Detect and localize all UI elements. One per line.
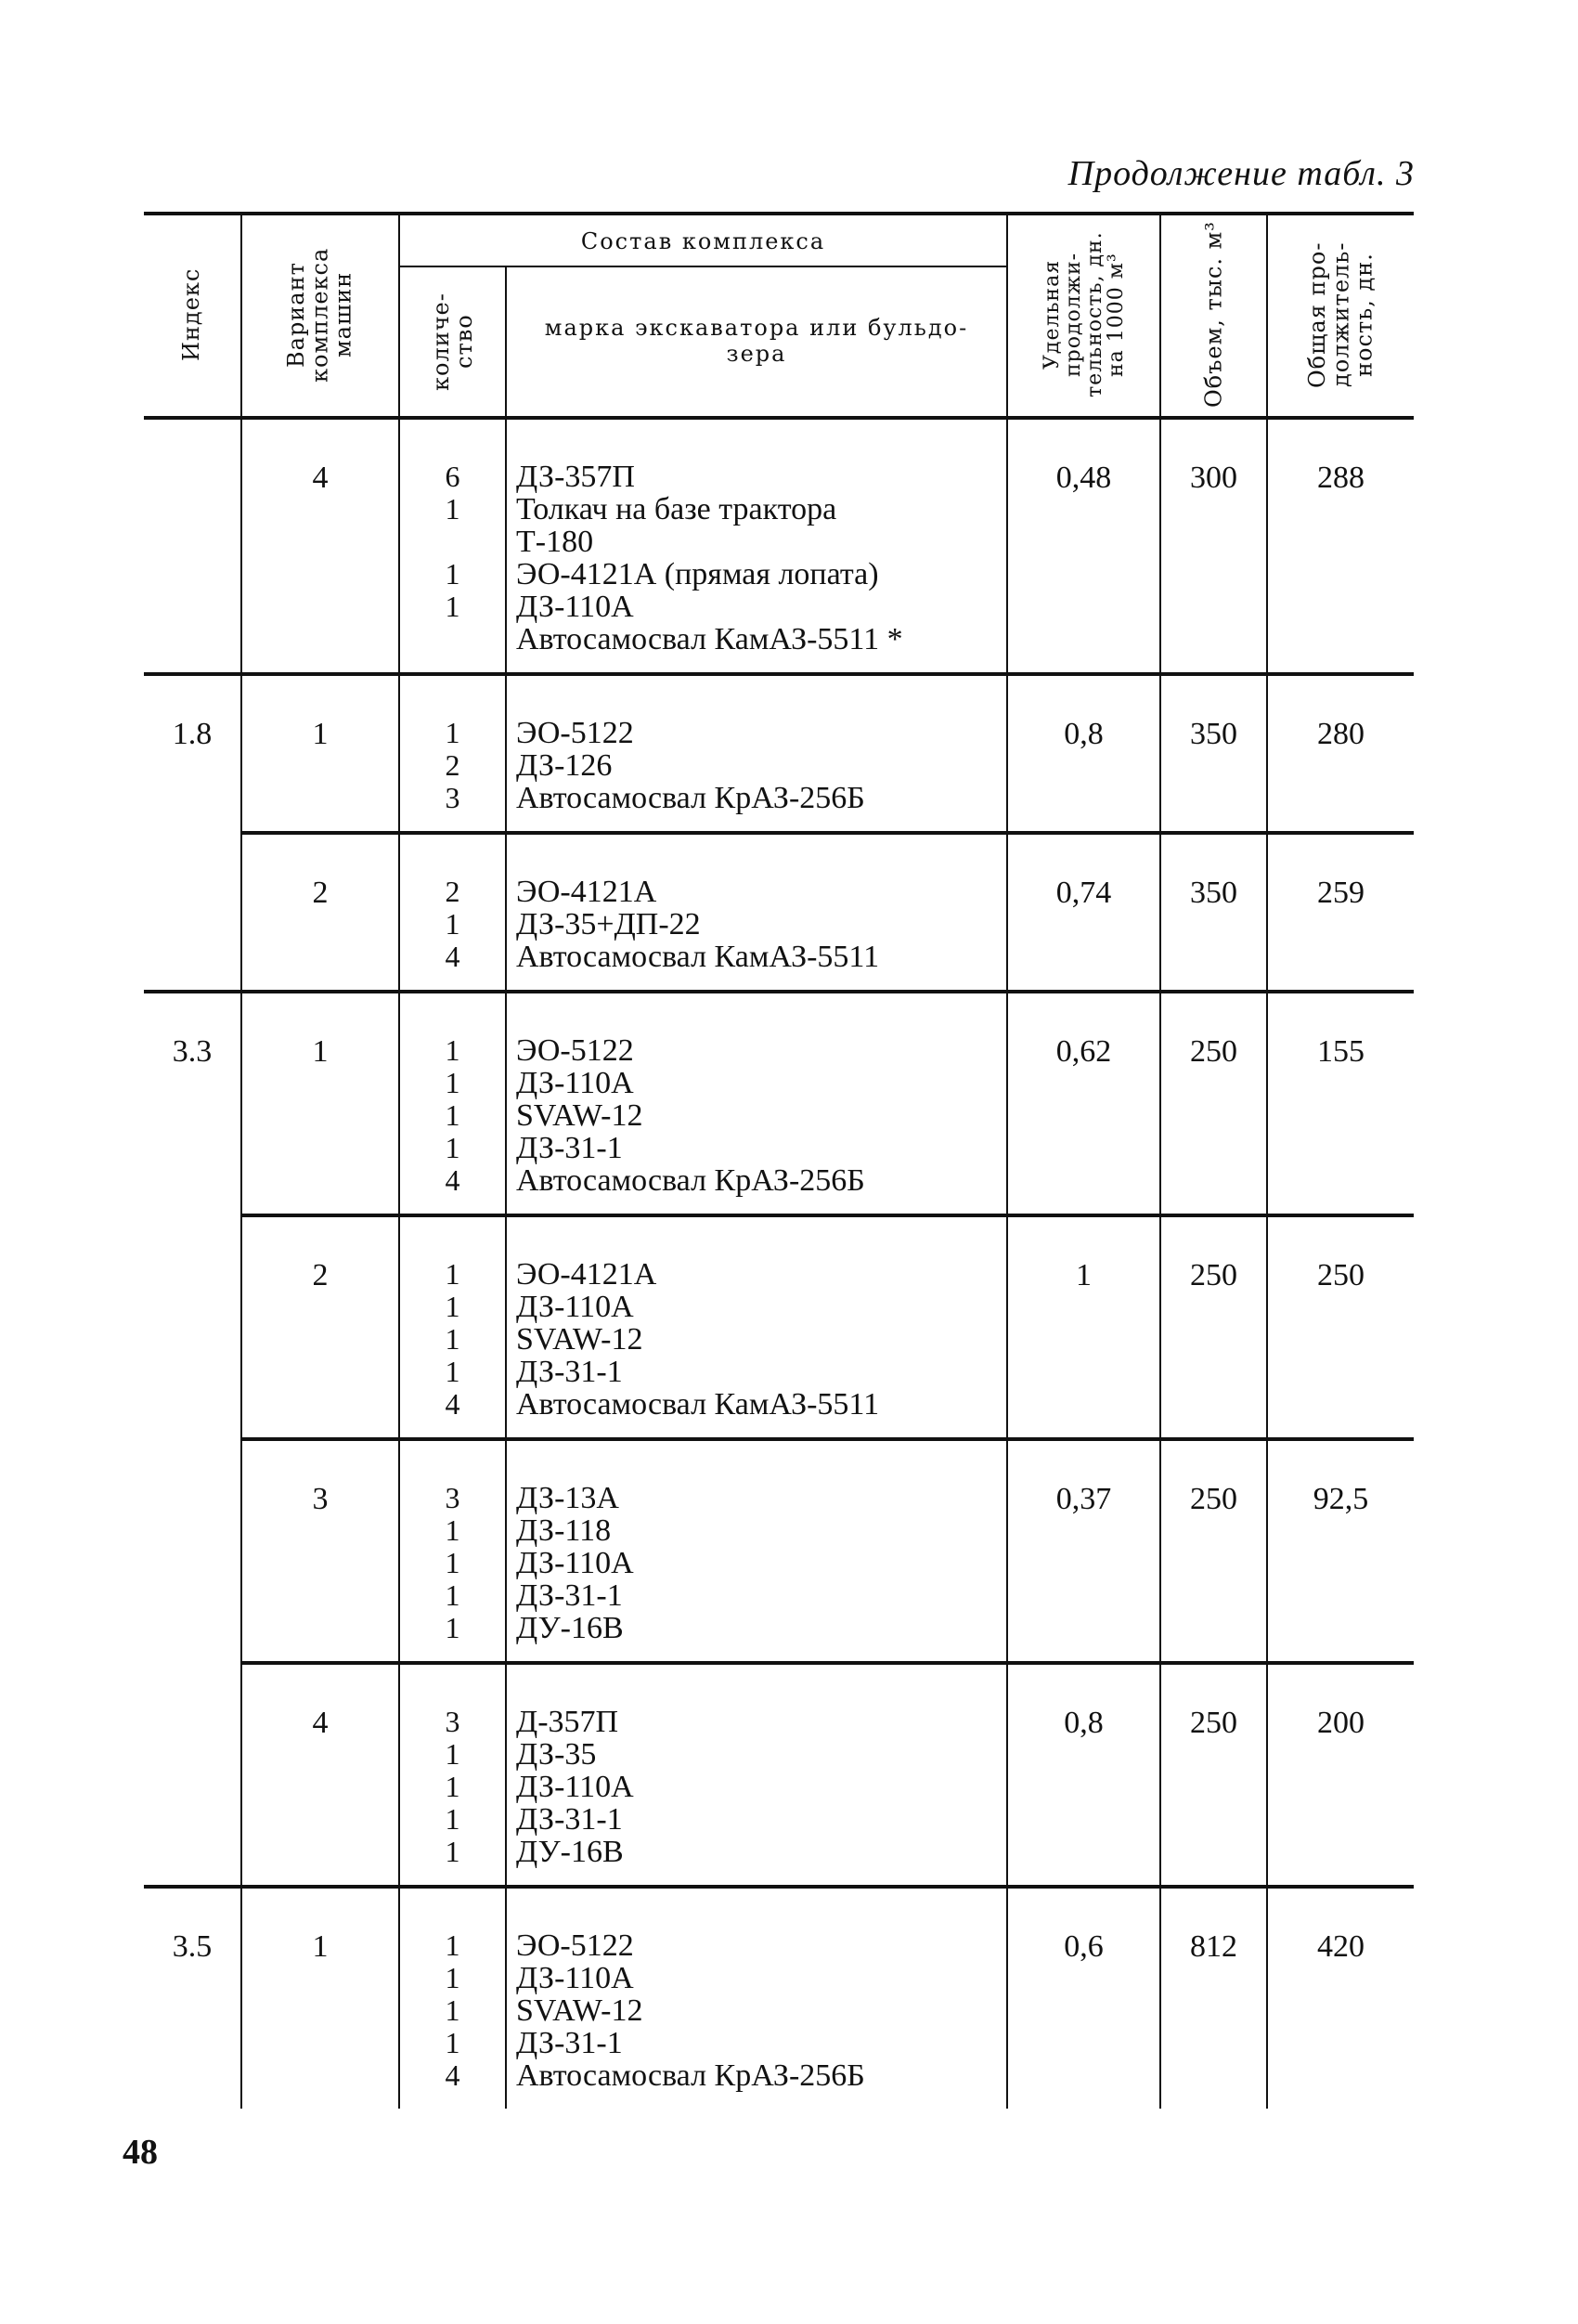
total-duration-cell: 200 [1267,1663,1414,1887]
volume-cell: 250 [1160,1215,1267,1439]
quantity-cell: 2 1 4 [399,833,506,992]
quantity-cell: 6 1 1 1 [399,418,506,674]
header-index: Индекс [144,214,241,418]
total-duration-cell: 92,5 [1267,1439,1414,1663]
header-brand: марка экскаватора или бульдо-зера [506,266,1007,418]
variant-cell: 1 [241,674,399,833]
variant-cell: 4 [241,418,399,674]
variant-cell: 1 [241,992,399,1215]
specific-duration-cell: 0,8 [1007,1663,1160,1887]
total-duration-cell: 259 [1267,833,1414,992]
total-duration-cell: 155 [1267,992,1414,1215]
volume-cell: 250 [1160,1663,1267,1887]
volume-cell: 812 [1160,1887,1267,2109]
total-duration-cell: 288 [1267,418,1414,674]
table-row [144,674,1414,833]
specific-duration-cell: 0,8 [1007,674,1160,833]
variant-cell: 4 [241,1663,399,1887]
header-specific-duration: Удельная продолжи-тельность, дн. на 1000 м³ [1007,214,1160,418]
variant-cell: 2 [241,833,399,992]
table-row [144,1663,1414,1887]
volume-cell: 350 [1160,833,1267,992]
index-cell: 3.5 [144,1887,241,2109]
specific-duration-cell: 0,48 [1007,418,1160,674]
variant-cell: 3 [241,1439,399,1663]
quantity-cell: 1 1 1 1 4 [399,1215,506,1439]
quantity-cell: 1 1 1 1 4 [399,1887,506,2109]
page-number: 48 [123,2133,158,2172]
header-variant: Вариант комплекса машин [241,214,399,418]
table-row [144,1215,1414,1439]
continuation-label: Продолжение табл. 3 [1067,154,1415,193]
index-cell: 1.8 [144,674,241,992]
equipment-table [144,212,1414,2109]
header-volume: Объем, тыс. м³ [1160,214,1267,418]
header-composition: Состав комплекса [399,214,1007,266]
quantity-cell: 3 1 1 1 1 [399,1439,506,1663]
specific-duration-cell: 0,37 [1007,1439,1160,1663]
volume-cell: 350 [1160,674,1267,833]
volume-cell: 250 [1160,1439,1267,1663]
table-row [144,1887,1414,2109]
quantity-cell: 3 1 1 1 1 [399,1663,506,1887]
brand-cell: ЭО-5122 ДЗ-110А SVAW-12 ДЗ-31-1 Автосамосвал КрАЗ-256Б [506,1887,1007,2109]
total-duration-cell: 280 [1267,674,1414,833]
table-row [144,992,1414,1215]
brand-cell: ЭО-4121А ДЗ-110А SVAW-12 ДЗ-31-1 Автосамосвал КамАЗ-5511 [506,1215,1007,1439]
brand-cell: ЭО-5122 ДЗ-126 Автосамосвал КрАЗ-256Б [506,674,1007,833]
brand-cell: ЭО-5122 ДЗ-110А SVAW-12 ДЗ-31-1 Автосамосвал КрАЗ-256Б [506,992,1007,1215]
volume-cell: 300 [1160,418,1267,674]
specific-duration-cell: 0,62 [1007,992,1160,1215]
table-row [144,833,1414,992]
variant-cell: 2 [241,1215,399,1439]
index-cell: 3.3 [144,992,241,1887]
specific-duration-cell: 0,74 [1007,833,1160,992]
quantity-cell: 1 1 1 1 4 [399,992,506,1215]
header-quantity: количе-ство [399,266,506,418]
total-duration-cell: 420 [1267,1887,1414,2109]
brand-cell: ДЗ-13А ДЗ-118 ДЗ-110А ДЗ-31-1 ДУ-16В [506,1439,1007,1663]
brand-cell: Д-357П ДЗ-35 ДЗ-110А ДЗ-31-1 ДУ-16В [506,1663,1007,1887]
brand-cell: ЭО-4121А ДЗ-35+ДП-22 Автосамосвал КамАЗ-5511 [506,833,1007,992]
specific-duration-cell: 0,6 [1007,1887,1160,2109]
header-total-duration: Общая про-должитель-ность, дн. [1267,214,1414,418]
variant-cell: 1 [241,1887,399,2109]
volume-cell: 250 [1160,992,1267,1215]
brand-cell: ДЗ-357П Толкач на базе трактора Т-180 ЭО-4121А (прямая лопата) ДЗ-110А Автосамосвал КамАЗ-5511 * [506,418,1007,674]
table-row [144,418,1414,674]
index-cell [144,418,241,674]
table-row [144,1439,1414,1663]
total-duration-cell: 250 [1267,1215,1414,1439]
quantity-cell: 1 2 3 [399,674,506,833]
specific-duration-cell: 1 [1007,1215,1160,1439]
